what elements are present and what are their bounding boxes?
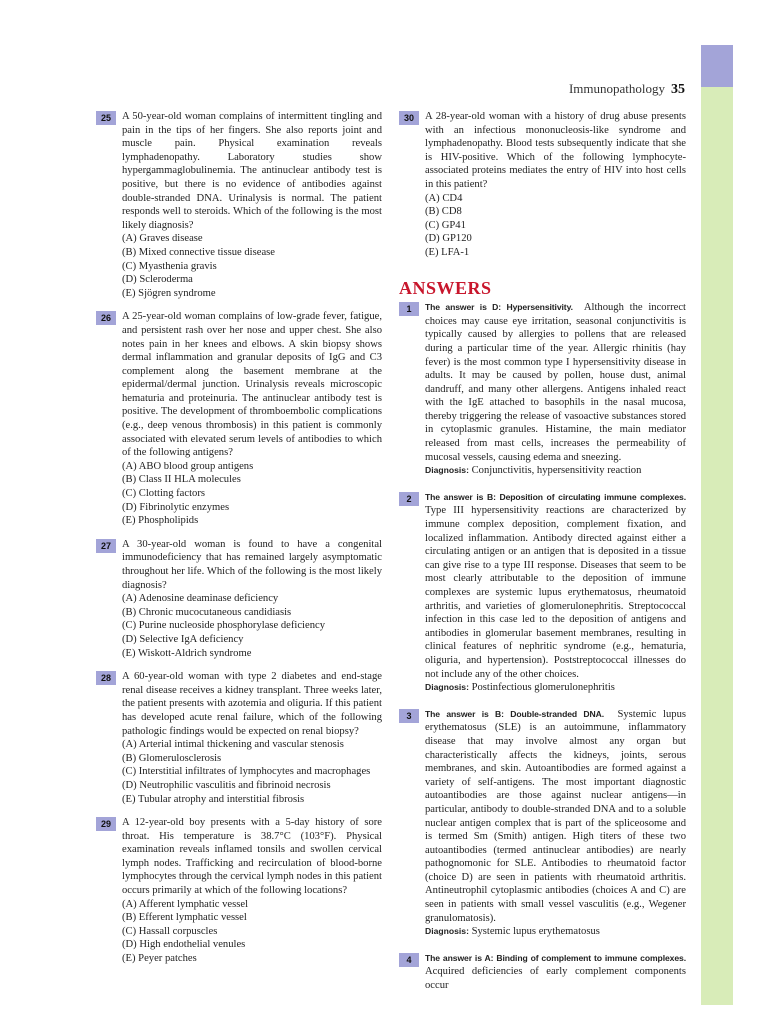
option-a: (A) Afferent lymphatic vessel [122,898,249,910]
question-number-badge: 28 [96,671,116,685]
question-stem: A 28-year-old woman with a history of drug abuse presents with an infectious mononucleosis-like syndrome and lymphadenopathy. Blood tests subsequently indicate that she is HIV-positive. Which of the following lymphocyte-associated proteins mediates the entry of HIV into host cells in this patient? [425,111,686,190]
option-c: (C) Interstitial infiltrates of lymphocytes and macrophages [122,766,371,778]
option-d: (D) Scleroderma [122,274,193,286]
option-c: (C) Clotting factors [122,488,205,500]
diagnosis-label: Diagnosis: [425,682,469,693]
page-number: 35 [671,82,685,97]
question-stem: A 12-year-old boy presents with a 5-day history of sore throat. His temperature is 38.7°C (103°F). Physical examination reveals inflamed tonsils and swollen cervical lymph nodes. Trafficking and recirculation of blood-borne lymphocytes through the cervical lymph nodes in this patient occurs primarily at which of the following locations? [122,817,382,897]
answer-3 [399,708,686,939]
answer-options [122,592,382,660]
question-stem: A 60-year-old woman with type 2 diabetes and end-stage renal disease receives a kidney transplant. Three weeks later, the patient presents with azotemia and oliguria. If this patient has developed acute renal failure, which of the following pathologic findings would be expected on renal biopsy? [122,671,382,737]
answer-options [122,232,382,300]
answer-number-badge: 2 [399,492,419,506]
question-number-badge: 30 [399,111,419,125]
option-a: (A) Graves disease [122,233,203,245]
answer-options [122,738,382,806]
option-d: (D) Fibrinolytic enzymes [122,501,230,513]
running-head [500,81,685,98]
question-number-badge: 25 [96,111,116,125]
answer-number-badge: 3 [399,709,419,723]
answers-heading: ANSWERS [399,277,492,298]
chapter-side-tab [701,87,733,1005]
option-e: (E) LFA-1 [425,246,470,258]
option-d: (D) Neutrophilic vasculitis and fibrinoid necrosis [122,779,331,791]
option-d: (D) High endothelial venules [122,939,246,951]
answer-options [122,898,382,966]
option-d: (D) GP120 [425,233,472,245]
answer-1 [399,301,686,478]
option-e: (E) Phospholipids [122,515,199,527]
diagnosis-text: Conjunctivitis, hypersensitivity reaction [471,465,642,477]
answer-body: Although the incorrect choices may cause eye irritation, seasonal conjunctivitis is typically caused by allergies to pollens that are released during a particular time of the year. Allergic rhinitis (hay fever) is the most common type I hypersensitivity disease in adults. It may be caused by pollen, house dust, animal dandruff, and many other allergens. Antigens inhaled react with the IgE attached to basophils in the nasal mucosa, thereby triggering the release of vasoactive substances stored in cytoplasmic granules. Histamine, the main mediator released from mast cells, increases the permeability of mucosal vessels, causing edema and sneezing. [425,302,687,463]
option-e: (E) Sjögren syndrome [122,287,216,299]
option-b: (B) Mixed connective tissue disease [122,246,275,258]
question-27 [96,538,382,660]
right-column [399,110,686,1006]
question-stem: A 30-year-old woman is found to have a congenital immunodeficiency that has remained largely asymptomatic throughout her life. Which of the following is the most likely diagnosis? [122,538,382,591]
question-stem: A 50-year-old woman complains of intermittent tingling and pain in the tips of her fingers. She also reports joint and muscle pain. Physical examination reveals lymphadenopathy. Laboratory studies show hypergammaglobulinemia. The antinuclear antibody test is positive, but there is no evidence of antibodies against double-stranded DNA. Urinalysis is normal. The patient responds well to steroids. Which of the following is the most likely diagnosis? [122,111,382,231]
question-number-badge: 29 [96,817,116,831]
question-26 [96,310,382,528]
answer-2 [399,491,686,695]
option-c: (C) Myasthenia gravis [122,260,217,272]
option-b: (B) Efferent lymphatic vessel [122,912,247,924]
option-c: (C) Purine nucleoside phosphorylase deficiency [122,620,325,632]
answer-heading: The answer is B: Deposition of circulating immune complexes. [425,491,686,502]
answer-number-badge: 4 [399,953,419,967]
answer-heading: The answer is A: Binding of complement to immune complexes. [425,952,686,963]
answer-heading: The answer is D: Hypersensitivity. [425,302,573,313]
question-number-badge: 27 [96,539,116,553]
option-a: (A) Arterial intimal thickening and vascular stenosis [122,739,344,751]
answer-explanation [425,301,686,478]
option-b: (B) CD8 [425,206,462,218]
option-c: (C) GP41 [425,219,466,231]
question-number-badge: 26 [96,311,116,325]
left-column [96,110,382,976]
option-e: (E) Peyer patches [122,953,197,965]
question-25 [96,110,382,300]
option-a: (A) CD4 [425,192,463,204]
option-d: (D) Selective IgA deficiency [122,633,244,645]
option-b: (B) Class II HLA molecules [122,474,241,486]
chapter-tab-marker [701,45,733,87]
question-30 [399,110,686,260]
question-stem: A 25-year-old woman complains of low-grade fever, fatigue, and persistent rash over her nose and upper chest. She also notes pain in her knees and elbows. A skin biopsy shows dermal inflammation and granular deposits of IgG and C3 complement along the basement membrane at the epidermal/dermal junction. Urinalysis reveals microscopic hematuria and proteinuria. The antinuclear antibody test is positive. The development of thromboembolic complications (e.g., deep venous thrombosis) in this patient is commonly associated with elevated serum levels of antibodies to which of the following antigens? [122,311,382,459]
answer-explanation [425,708,686,939]
diagnosis-label: Diagnosis: [425,926,469,937]
option-c: (C) Hassall corpuscles [122,925,218,937]
diagnosis-text: Systemic lupus erythematosus [471,926,600,938]
question-28 [96,670,382,806]
option-b: (B) Glomerulosclerosis [122,752,222,764]
section-title: Immunopathology [568,81,665,96]
answer-options [122,460,382,528]
answer-number-badge: 1 [399,302,419,316]
option-a: (A) Adenosine deaminase deficiency [122,593,279,605]
diagnosis-text: Postinfectious glomerulonephritis [471,682,615,694]
answer-options [425,192,686,260]
option-b: (B) Chronic mucocutaneous candidiasis [122,606,292,618]
question-29 [96,816,382,966]
option-e: (E) Wiskott-Aldrich syndrome [122,647,252,659]
answer-explanation [425,952,686,993]
answer-body: Type III hypersensitivity reactions are characterized by immune complex deposition, complement fixation, and localized inflammation. Antibody directed against either a circulating antigen or an antigen that is deposited in a tissue can give rise to a type III response. Diseases that seem to be most clearly attributable to the deposition of immune complexes are systemic lupus erythematosus, rheumatoid arthritis, and varieties of glomerulonephritis. Streptococcal infection in this case led to the deposition of antigens and antibodies in glomerular basement membranes, resulting in clinical features of nephritic syndrome (e.g., hematuria, oliguria, and hypertension). Poststreptococcal illnesses do not include any of the other choices. [425,505,686,680]
answer-body: Systemic lupus erythematosus (SLE) is an autoimmune, inflammatory disease that may involve almost any organ but characteristically affects the kidneys, joints, serous membranes, and skin. Autoantibodies are formed against a variety of self-antigens. The most important diagnostic autoantibodies are those against nuclear antigens—in particular, antibody to double-stranded DNA and to a soluble nuclear antigen complex that is part of the spliceosome and is termed Sm (Smith) antigen. High titers of these two autoantibodies (termed antinuclear antibodies) are nearly pathognomonic for SLE. Antibodies to rheumatoid factor (choice D) are seen in patients with rheumatoid arthritis. Antineutrophil cytoplasmic antibodies (choices A and C) are seen in patients with small vessel vasculitis (e.g., Wegener granulomatosis). [425,708,687,924]
answer-explanation [425,491,686,695]
answer-body: Acquired deficiencies of early complement components occur [425,966,686,992]
diagnosis-label: Diagnosis: [425,465,469,476]
answer-4 [399,952,686,993]
option-e: (E) Tubular atrophy and interstitial fibrosis [122,793,305,805]
option-a: (A) ABO blood group antigens [122,460,254,472]
answer-heading: The answer is B: Double-stranded DNA. [425,708,605,719]
